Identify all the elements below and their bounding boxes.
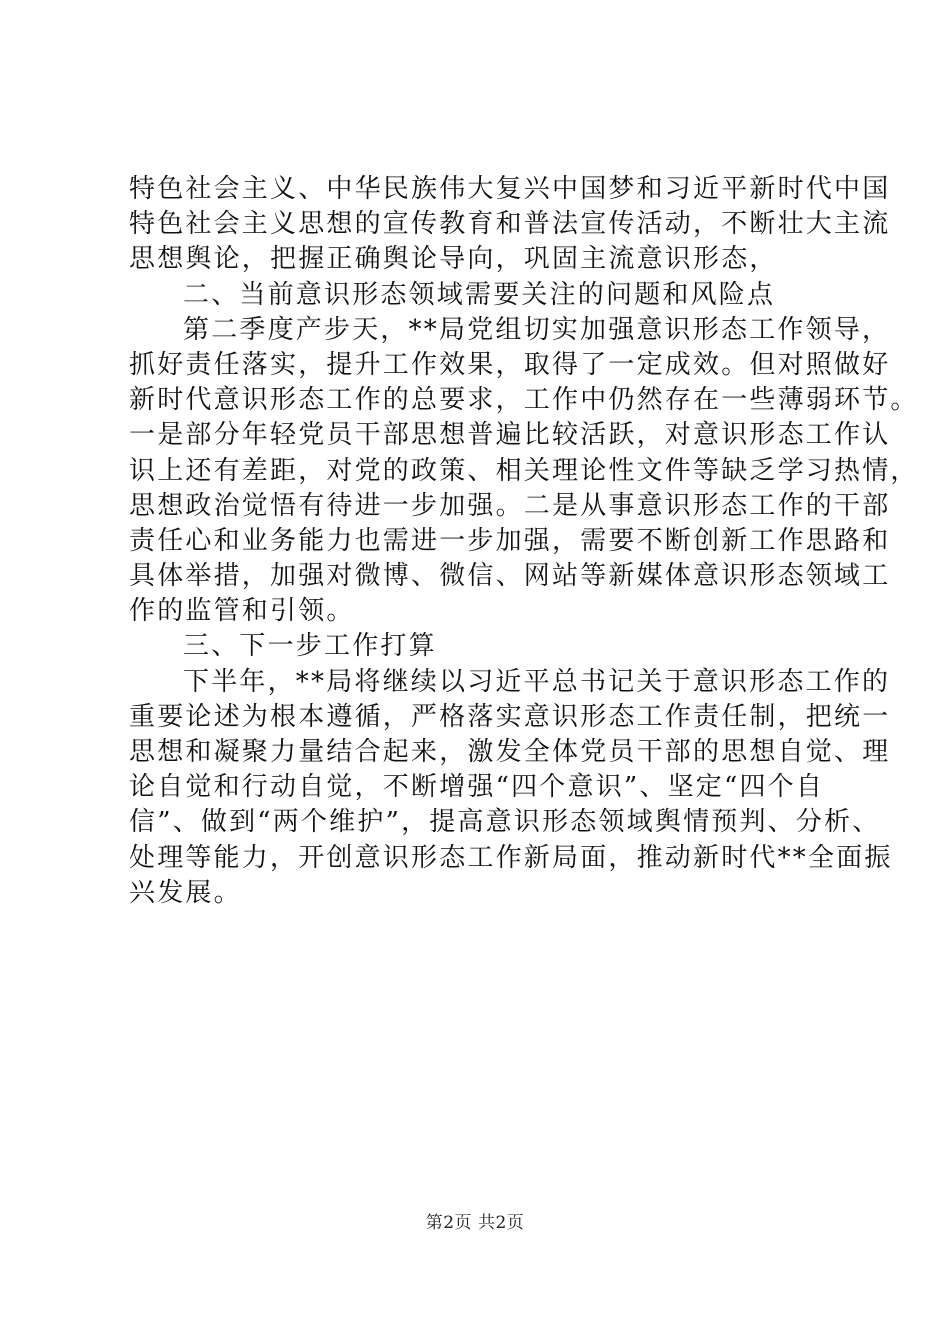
text-line: 具体举措，加强对微博、微信、网站等新媒体意识形态领域工 xyxy=(129,561,891,592)
text-line: 特色社会主义思想的宣传教育和普法宣传活动，不断壮大主流 xyxy=(129,209,891,240)
text-line: 责任心和业务能力也需进一步加强，需要不断创新工作思路和 xyxy=(129,525,891,556)
page-number-footer: 第2页 共2页 xyxy=(425,1213,525,1233)
section-heading-3: 三、下一步工作打算 xyxy=(183,631,437,662)
text-line: 兴发展。 xyxy=(129,877,242,908)
text-line: 识上还有差距，对党的政策、相关理论性文件等缺乏学习热情， xyxy=(129,455,919,486)
text-line: 处理等能力，开创意识形态工作新局面，推动新时代**全面振 xyxy=(129,842,893,873)
text-line: 一是部分年轻党员干部思想普遍比较活跃，对意识形态工作认 xyxy=(129,420,891,451)
text-line: 思想和凝聚力量结合起来，激发全体党员干部的思想自觉、理 xyxy=(129,737,891,767)
text-line: 新时代意识形态工作的总要求，工作中仍然存在一些薄弱环节。 xyxy=(129,385,919,416)
text-line: 思想舆论，把握正确舆论导向，巩固主流意识形态， xyxy=(129,244,778,275)
text-line: 论自觉和行动自觉，不断增强“四个意识”、坚定“四个自 xyxy=(129,772,825,803)
text-line: 作的监管和引领。 xyxy=(129,596,355,627)
text-line: 信”、做到“两个维护”，提高意识形态领域舆情预判、分析、 xyxy=(129,807,881,838)
text-line: 特色社会主义、中华民族伟大复兴中国梦和习近平新时代中国 xyxy=(129,174,891,204)
text-line: 抓好责任落实，提升工作效果，取得了一定成效。但对照做好 xyxy=(129,349,891,380)
section-heading-2: 二、当前意识形态领域需要关注的问题和风险点 xyxy=(183,279,776,310)
text-line: 下半年，**局将继续以习近平总书记关于意识形态工作的 xyxy=(183,666,891,697)
document-body xyxy=(129,172,919,911)
text-line: 第二季度产步天，**局党组切实加强意识形态工作领导， xyxy=(183,314,891,345)
text-line: 思想政治觉悟有待进一步加强。二是从事意识形态工作的干部 xyxy=(129,490,891,521)
text-line: 重要论述为根本遵循，严格落实意识形态工作责任制，把统一 xyxy=(129,701,891,732)
